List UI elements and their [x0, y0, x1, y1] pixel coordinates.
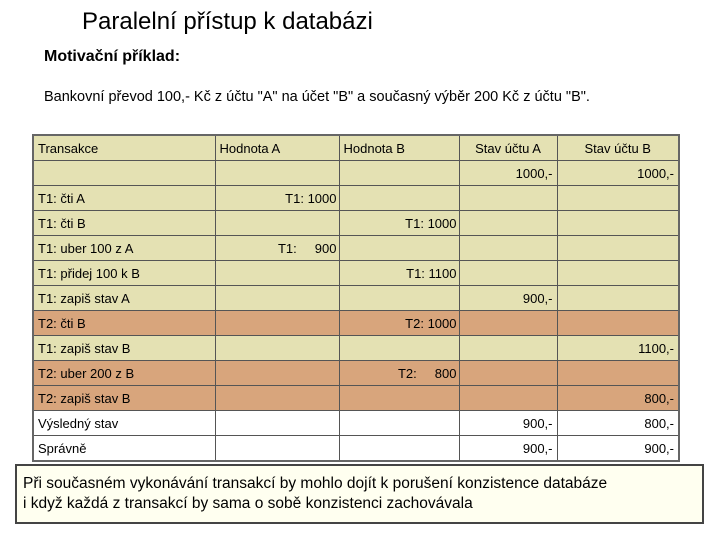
table-cell [339, 436, 459, 462]
table-cell [459, 311, 557, 336]
table-cell [459, 211, 557, 236]
table-cell [557, 211, 679, 236]
table-cell: T1: 900 [215, 236, 339, 261]
table-row [33, 311, 679, 336]
table-cell [557, 286, 679, 311]
table-row [33, 286, 679, 311]
table-cell [339, 161, 459, 186]
table-cell: 800,- [557, 386, 679, 411]
table-cell: T1: čti A [33, 186, 215, 211]
table-row [33, 186, 679, 211]
table-cell [339, 411, 459, 436]
table-cell [459, 336, 557, 361]
table-cell [215, 336, 339, 361]
table-cell [33, 161, 215, 186]
table-cell: T2: uber 200 z B [33, 361, 215, 386]
table-cell [215, 386, 339, 411]
table-cell [215, 286, 339, 311]
table-row [33, 236, 679, 261]
table-cell: Výsledný stav [33, 411, 215, 436]
table-cell [215, 161, 339, 186]
table-cell [557, 361, 679, 386]
table-cell: T1: 1000 [215, 186, 339, 211]
result-row [33, 411, 679, 436]
table-cell: 900,- [459, 411, 557, 436]
conclusion-note [15, 464, 704, 524]
note-line-2: i když každá z transakcí by sama o sobě konzistenci zachovávala [23, 495, 473, 512]
table-cell [339, 336, 459, 361]
table-cell [459, 236, 557, 261]
header-stav-a: Stav účtu A [459, 135, 557, 161]
table-cell: 1000,- [557, 161, 679, 186]
description: Bankovní převod 100,- Kč z účtu "A" na účet "B" a současný výběr 200 Kč z účtu "B". [44, 89, 590, 105]
header-stav-b: Stav účtu B [557, 135, 679, 161]
subtitle: Motivační příklad: [44, 48, 181, 65]
table-cell: T2: 1000 [339, 311, 459, 336]
table-cell: T2: 800 [339, 361, 459, 386]
header-transakce: Transakce [33, 135, 215, 161]
table-header-row [33, 135, 679, 161]
table-cell [557, 236, 679, 261]
table-cell [215, 261, 339, 286]
table-cell: T1: 1100 [339, 261, 459, 286]
table-cell: T1: uber 100 z A [33, 236, 215, 261]
table-cell [339, 286, 459, 311]
table-cell: T1: přidej 100 k B [33, 261, 215, 286]
table-cell: T1: zapiš stav B [33, 336, 215, 361]
slide-title: Paralelní přístup k databázi [82, 8, 373, 35]
table-cell [557, 186, 679, 211]
table-cell: 900,- [557, 436, 679, 462]
table-cell: 1000,- [459, 161, 557, 186]
table-cell: T2: zapiš stav B [33, 386, 215, 411]
table-cell: T1: zapiš stav A [33, 286, 215, 311]
table-cell: 800,- [557, 411, 679, 436]
table-cell: T1: čti B [33, 211, 215, 236]
table-cell [215, 361, 339, 386]
table-row [33, 261, 679, 286]
transaction-table [32, 134, 680, 462]
table-cell [339, 236, 459, 261]
table-cell [459, 261, 557, 286]
table-cell [215, 211, 339, 236]
table-cell: 1100,- [557, 336, 679, 361]
table-cell: 900,- [459, 286, 557, 311]
table-row [33, 336, 679, 361]
table-cell [215, 436, 339, 462]
correct-row [33, 436, 679, 462]
table-cell: T1: 1000 [339, 211, 459, 236]
table-cell: 900,- [459, 436, 557, 462]
table-cell: Správně [33, 436, 215, 462]
table-cell [459, 186, 557, 211]
table-cell [339, 186, 459, 211]
table-cell [459, 386, 557, 411]
note-line-1: Při současném vykonávání transakcí by mohlo dojít k porušení konzistence databáze [23, 475, 608, 492]
table-cell [557, 261, 679, 286]
table-cell [339, 386, 459, 411]
table-cell [215, 311, 339, 336]
initial-state-row [33, 161, 679, 186]
table-cell [557, 311, 679, 336]
table-row [33, 361, 679, 386]
header-hodnota-b: Hodnota B [339, 135, 459, 161]
table-cell: T2: čti B [33, 311, 215, 336]
table-row [33, 386, 679, 411]
table-row [33, 211, 679, 236]
table-cell [459, 361, 557, 386]
header-hodnota-a: Hodnota A [215, 135, 339, 161]
table-cell [215, 411, 339, 436]
